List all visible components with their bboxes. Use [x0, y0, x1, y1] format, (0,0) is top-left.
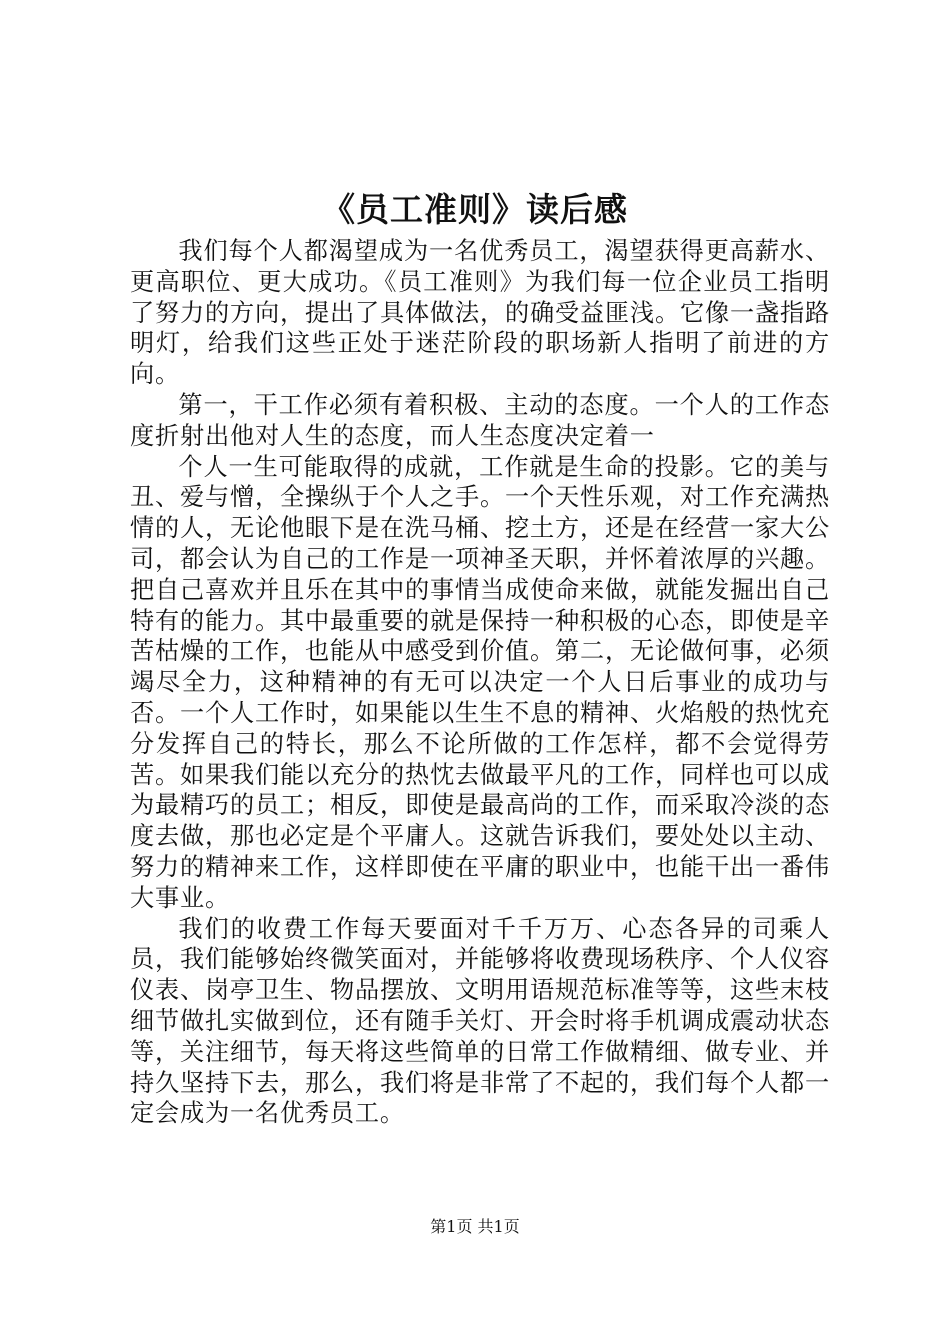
document-title: 《员工准则》读后感	[322, 190, 628, 229]
paragraph-1: 我们每个人都渴望成为一名优秀员工，渴望获得更高薪水、更高职位、更大成功。《员工准则》为我们每一位企业员工指明了努力的方向，提出了具体做法，的确受益匪浅。它像一盏指路明灯，给我们这些正处于迷茫阶段的职场新人指明了前进的方向。	[130, 237, 830, 389]
paragraph-3: 个人一生可能取得的成就，工作就是生命的投影。它的美与丑、爱与憎，全操纵于个人之手。一个天性乐观，对工作充满热情的人，无论他眼下是在洗马桶、挖土方，还是在经营一家大公司，都会认为自己的工作是一项神圣天职，并怀着浓厚的兴趣。把自己喜欢并且乐在其中的事情当成使命来做，就能发掘出自己特有的能力。其中最重要的就是保持一种积极的心态，即使是辛苦枯燥的工作，也能从中感受到价值。第二，无论做何事，必须竭尽全力，这种精神的有无可以决定一个人日后事业的成功与否。一个人工作时，如果能以生生不息的精神、火焰般的热忱充分发挥自己的特长，那么不论所做的工作怎样，都不会觉得劳苦。如果我们能以充分的热忱去做最平凡的工作，同样也可以成为最精巧的员工；相反，即使是最高尚的工作，而采取冷淡的态度去做，那也必定是个平庸人。这就告诉我们，要处处以主动、努力的精神来工作，这样即使在平庸的职业中，也能干出一番伟大事业。	[130, 452, 830, 912]
page-number-footer: 第1页 共1页	[430, 1217, 520, 1236]
document-body	[130, 236, 830, 1129]
paragraph-4: 我们的收费工作每天要面对千千万万、心态各异的司乘人员，我们能够始终微笑面对，并能够将收费现场秩序、个人仪容仪表、岗亭卫生、物品摆放、文明用语规范标准等等，这些末枝细节做扎实做到位，还有随手关灯、开会时将手机调成震动状态等，关注细节，每天将这些简单的日常工作做精细、做专业、并持久坚持下去，那么，我们将是非常了不起的，我们每个人都一定会成为一名优秀员工。	[130, 914, 830, 1128]
paragraph-2: 第一，干工作必须有着积极、主动的态度。一个人的工作态度折射出他对人生的态度，而人生态度决定着一	[130, 390, 830, 450]
